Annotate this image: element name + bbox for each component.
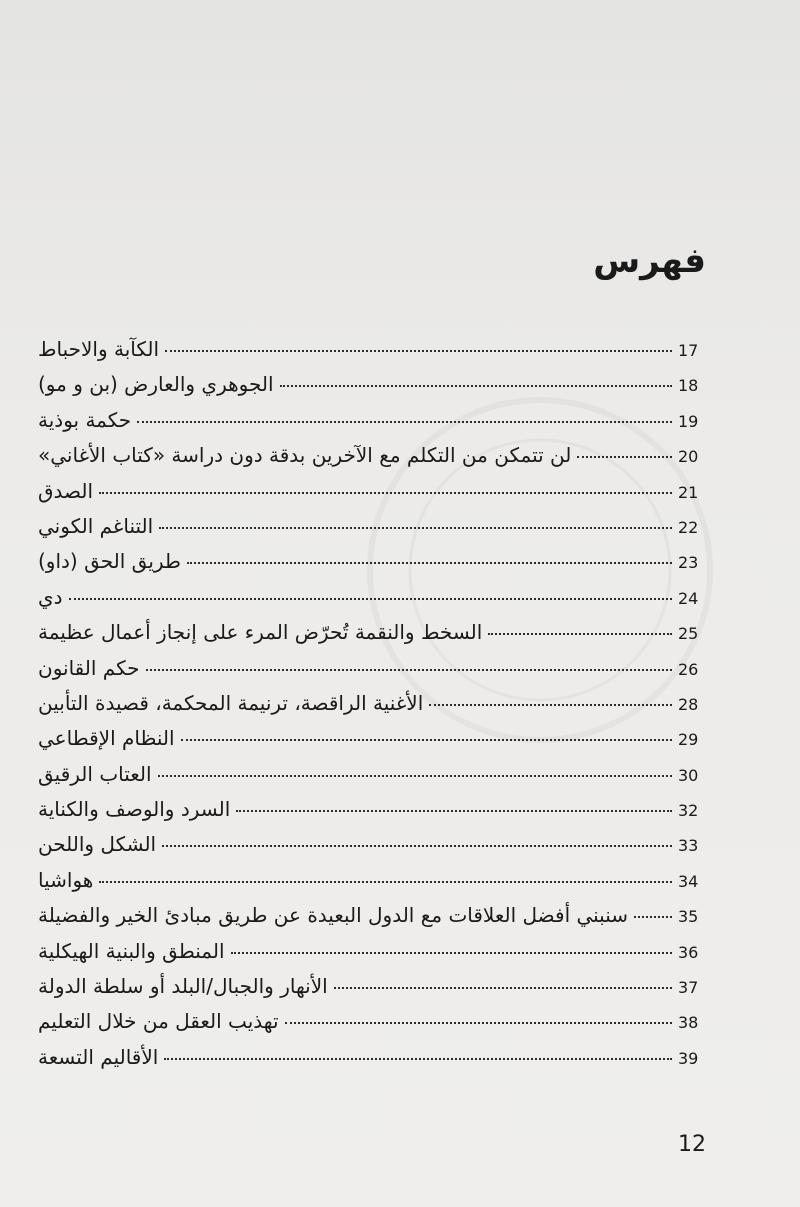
toc-entry-title: الصدق — [38, 478, 94, 503]
page-number: 12 — [678, 1132, 706, 1157]
toc-entry-title: الأغنية الراقصة، ترنيمة المحكمة، قصيدة التأبين — [38, 690, 424, 715]
toc-entry-page: 18 — [678, 376, 699, 396]
toc-entry-title: السرد والوصف والكناية — [38, 797, 231, 822]
toc-entry — [38, 974, 706, 1009]
toc-entry-title: الجوهري والعارض (بن و مو) — [38, 372, 274, 397]
toc-entry-title: الأنهار والجبال/البلد أو سلطة الدولة — [38, 974, 328, 999]
dot-leader — [99, 881, 672, 883]
toc-entry-title: السخط والنقمة تُحرّض المرء على إنجاز أعمال عظيمة — [38, 620, 483, 645]
toc-entry-page: 33 — [678, 836, 699, 856]
toc-entry — [38, 443, 706, 478]
toc-entry — [38, 620, 706, 655]
dot-leader — [137, 421, 672, 423]
toc-entry-title: هواشيا — [38, 867, 94, 892]
dot-leader — [334, 987, 672, 989]
dot-leader — [158, 775, 672, 777]
toc-entry — [38, 337, 706, 372]
toc-entry — [38, 1009, 706, 1044]
dot-leader — [99, 492, 672, 494]
dot-leader — [231, 952, 672, 954]
dot-leader — [577, 456, 672, 458]
dot-leader — [165, 350, 672, 352]
toc-entry-page: 30 — [678, 765, 699, 785]
dot-leader — [285, 1022, 672, 1024]
toc-entry-page: 25 — [678, 624, 699, 644]
toc-entry-page: 36 — [678, 942, 699, 962]
toc-entry-title: لن تتمكن من التكلم مع الآخرين بدقة دون دراسة «كتاب الأغاني» — [38, 443, 572, 468]
toc-entry-page: 29 — [678, 730, 699, 750]
toc-entry-title: تهذيب العقل من خلال التعليم — [38, 1009, 279, 1034]
toc-entry-page: 17 — [678, 341, 699, 360]
toc-heading: فهرس — [593, 241, 706, 281]
toc-entry-page: 35 — [678, 907, 699, 927]
toc-entry — [38, 797, 706, 832]
toc-entry-title: طريق الحق (داو) — [38, 549, 181, 574]
dot-leader — [159, 527, 672, 529]
toc-entry-page: 21 — [678, 482, 699, 502]
toc-entry — [38, 939, 706, 974]
toc-entry — [38, 832, 706, 867]
toc-entry — [38, 726, 706, 761]
dot-leader — [146, 669, 672, 671]
toc-entry-page: 24 — [678, 588, 699, 608]
dot-leader — [429, 704, 672, 706]
dot-leader — [236, 810, 672, 812]
dot-leader — [488, 633, 672, 635]
toc-entry — [38, 762, 706, 797]
toc-entry-page: 23 — [678, 553, 699, 573]
toc-entry-page: 22 — [678, 517, 699, 537]
toc-entry-title: سنبني أفضل العلاقات مع الدول البعيدة عن طريق مبادئ الخير والفضيلة — [38, 903, 629, 928]
toc-entry-title: الكآبة والاحباط — [38, 337, 160, 361]
toc-entry-title: النظام الإقطاعي — [38, 726, 175, 751]
toc-entry — [38, 408, 706, 443]
dot-leader — [187, 562, 672, 564]
toc-entry-page: 20 — [678, 447, 699, 467]
toc-entry — [38, 549, 706, 584]
dot-leader — [162, 845, 672, 847]
toc-entry-title: الشكل واللحن — [38, 832, 157, 857]
dot-leader — [634, 916, 672, 918]
dot-leader — [69, 598, 672, 600]
toc-entry-page: 37 — [678, 978, 699, 998]
toc-list — [38, 337, 706, 1080]
toc-entry — [38, 479, 706, 514]
toc-entry-title: العتاب الرقيق — [38, 761, 152, 786]
toc-entry — [38, 372, 706, 407]
toc-entry — [38, 1045, 706, 1080]
toc-entry-title: حكم القانون — [38, 655, 140, 680]
toc-entry-page: 34 — [678, 871, 699, 891]
toc-entry-title: الأقاليم التسعة — [38, 1044, 159, 1069]
toc-entry-page: 32 — [678, 801, 699, 821]
toc-entry — [38, 903, 706, 938]
toc-entry — [38, 514, 706, 549]
toc-entry-title: التناغم الكوني — [38, 513, 154, 538]
dot-leader — [280, 385, 672, 387]
toc-entry-page: 39 — [678, 1048, 699, 1068]
toc-entry — [38, 868, 706, 903]
toc-entry-page: 38 — [678, 1013, 699, 1033]
toc-entry-title: المنطق والبنية الهيكلية — [38, 938, 225, 963]
toc-entry-page: 26 — [678, 659, 699, 679]
toc-entry-title: دي — [38, 584, 63, 609]
toc-entry — [38, 691, 706, 726]
toc-entry-title: حكمة بوذية — [38, 407, 132, 432]
toc-entry — [38, 585, 706, 620]
dot-leader — [164, 1058, 672, 1060]
toc-entry-page: 19 — [678, 411, 699, 431]
dot-leader — [181, 739, 672, 741]
toc-entry-page: 28 — [678, 694, 699, 714]
toc-entry — [38, 656, 706, 691]
